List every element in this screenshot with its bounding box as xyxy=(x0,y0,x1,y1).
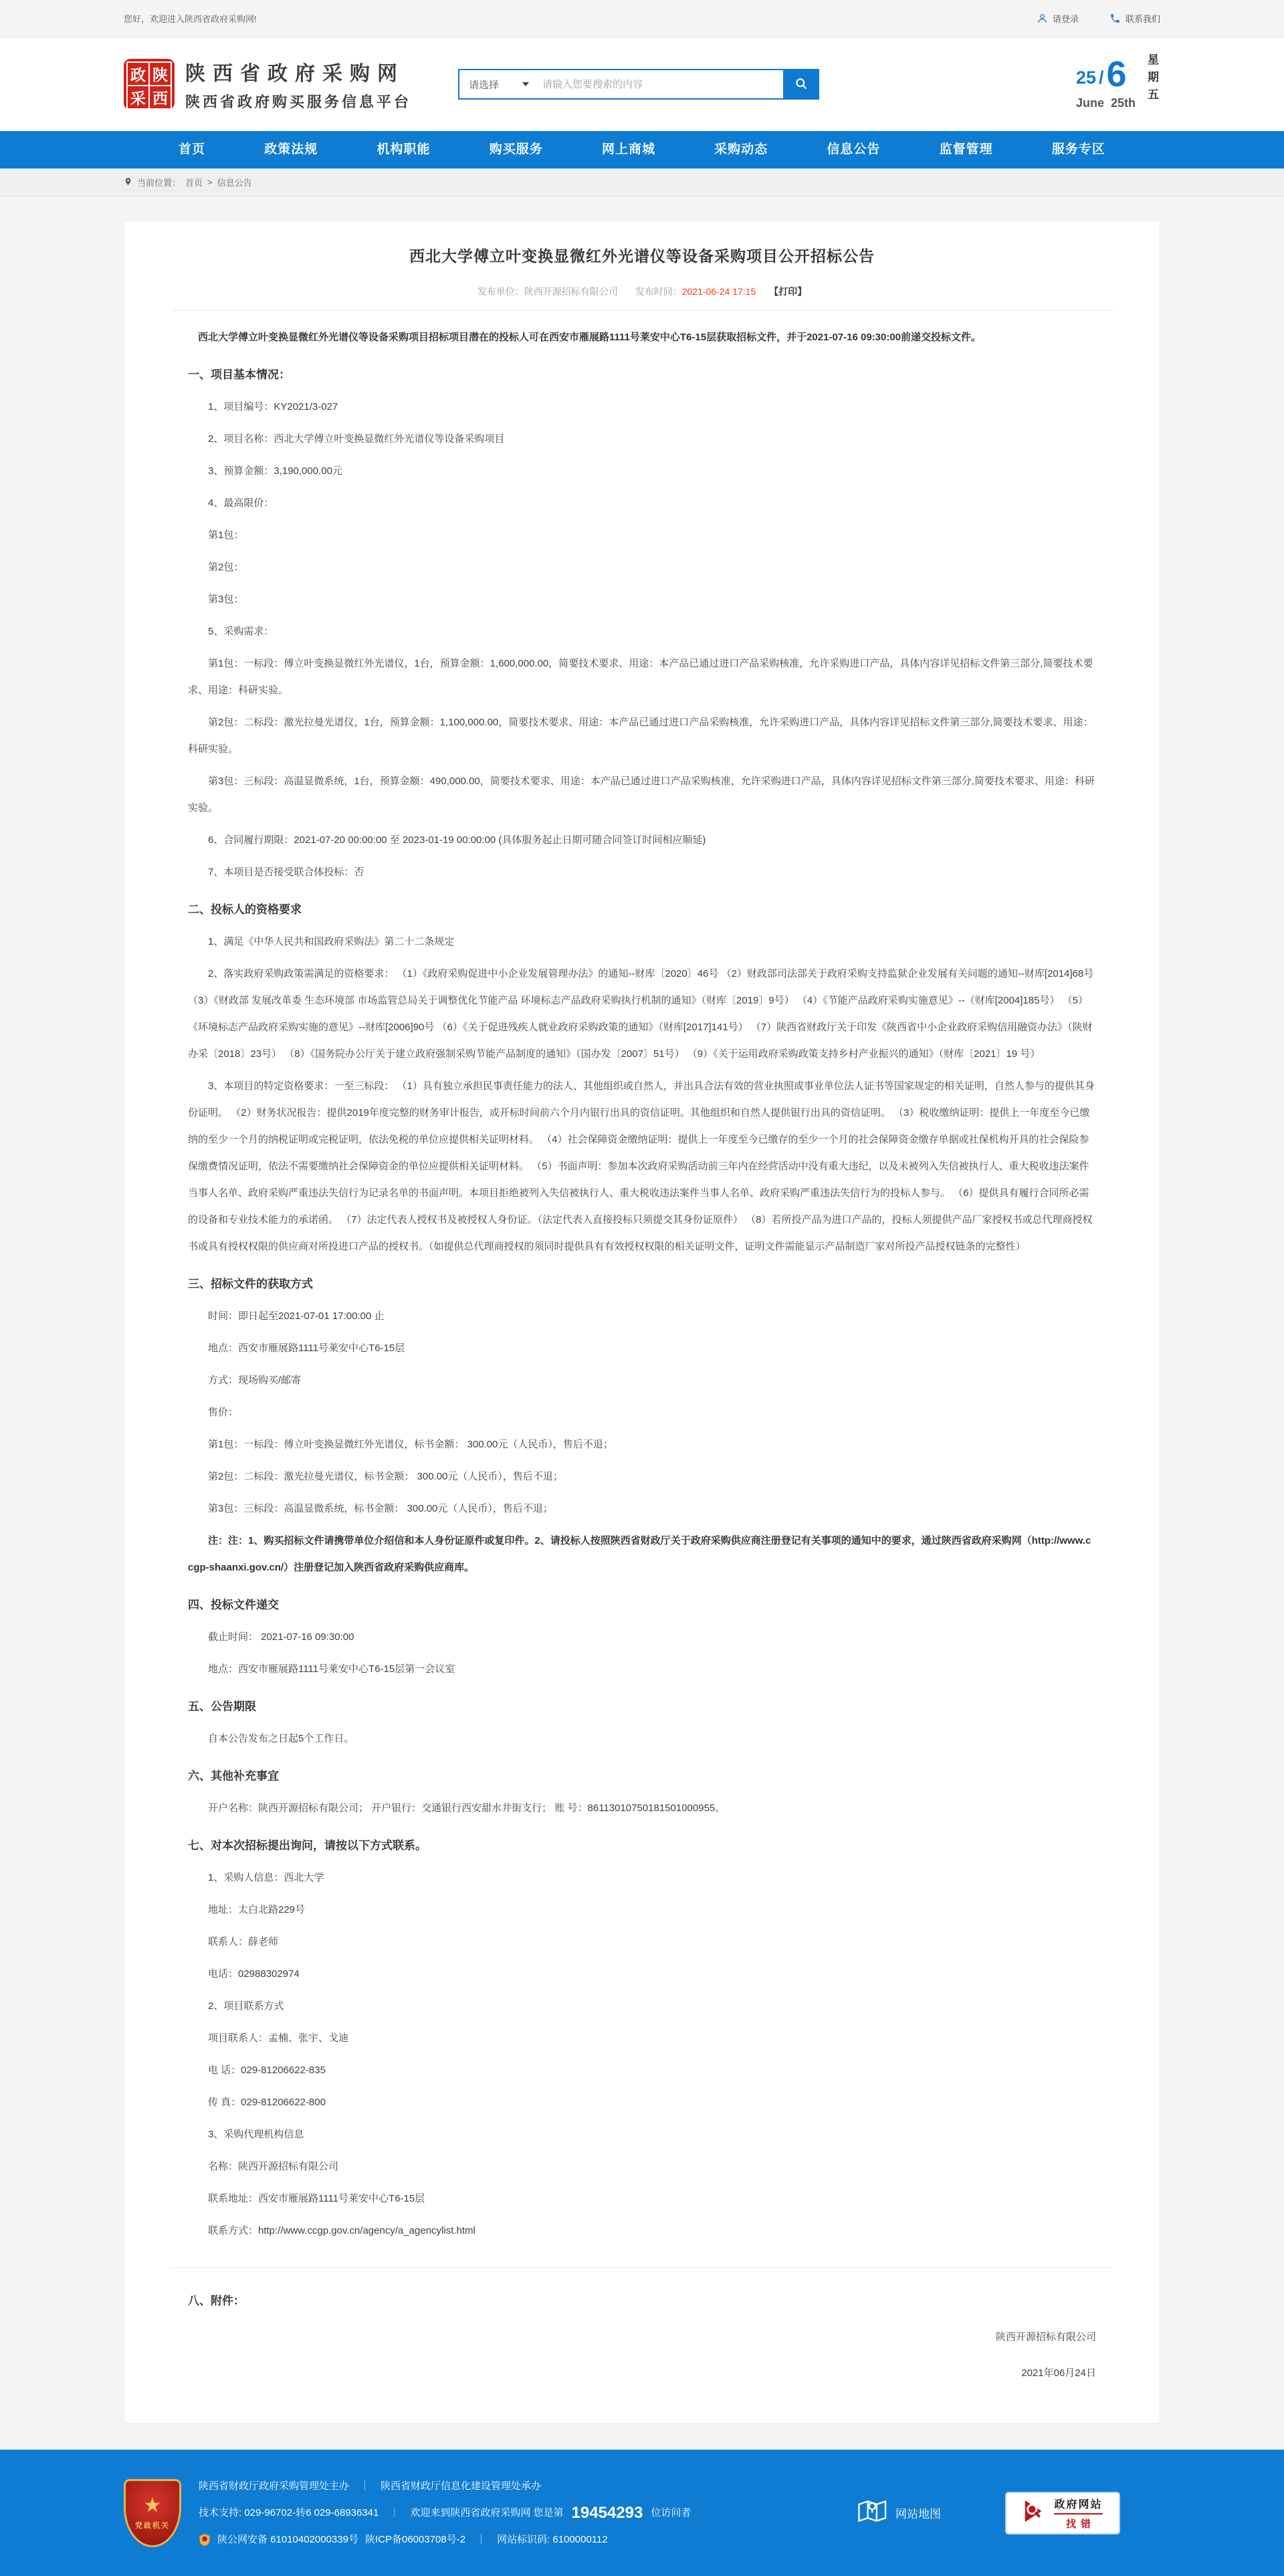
article-paragraph: 第2包： xyxy=(208,562,244,573)
publish-time-label: 发布时间： xyxy=(635,286,682,297)
nav-item-8[interactable]: 监督管理 xyxy=(939,142,993,156)
location-pin-icon xyxy=(124,177,132,189)
welcome-text: 您好，欢迎进入陕西省政府采购网! xyxy=(124,14,257,24)
login-label: 请登录 xyxy=(1052,14,1079,24)
article-paragraph: 1、项目编号：KY2021/3-027 xyxy=(208,401,338,413)
badge-line2: 找错 xyxy=(1065,2518,1095,2530)
nav-item-2[interactable]: 政策法规 xyxy=(264,142,318,156)
nav-item-9[interactable]: 服务专区 xyxy=(1051,142,1105,156)
nav-item-5[interactable]: 网上商城 xyxy=(601,142,655,156)
article-paragraph: 截止时间： 2021-07-16 09:30:00 xyxy=(208,1631,354,1643)
article-paragraph: 电 话：029-81206622-835 xyxy=(208,2065,326,2076)
sitemap-label: 网站地图 xyxy=(895,2508,941,2521)
footer-icp-filing: 陕ICP备06003708号-2 xyxy=(364,2533,466,2545)
nav-item-6[interactable]: 采购动态 xyxy=(714,142,768,156)
masthead xyxy=(0,37,1284,131)
article-paragraph: 西北大学傅立叶变换显微红外光谱仪等设备采购项目招标项目潜在的投标人可在西安市雁展路1111号莱安中心T6-15层获取招标文件，并于2021-07-16 09:30:00前递交投标文件。 xyxy=(198,332,982,343)
nav-item-3[interactable]: 机构职能 xyxy=(377,142,431,156)
page-footer: ★ 党政机关 陕西省财政厅政府采购管理处主办 ｜ 陕西省财政厅信息化建设管理处承办 技术支持: 029-96702-转6 029-68936341 ｜ 欢迎来到陕西省政府采购网 您是第 19454293 位访问者 陕公网安备 61010402000339号 陕ICP备06003708号-2 ｜ 网站标识码: 6100000112 网站地图 政府网站 找错 xyxy=(0,2450,1284,2576)
map-icon xyxy=(858,2498,887,2528)
article-paragraph: 地点：西安市雁展路1111号莱安中心T6-15层 xyxy=(208,1342,405,1354)
nav-item-7[interactable]: 信息公告 xyxy=(827,142,881,156)
section-heading: 七、对本次招标提出询问，请按以下方式联系。 xyxy=(188,1839,427,1852)
sitemap-link[interactable] xyxy=(858,2498,941,2528)
chevron-down-icon xyxy=(522,82,529,86)
article-paragraph: 陕西开源招标有限公司 xyxy=(995,2331,1096,2343)
article-paragraph: 自本公告发布之日起5个工作日。 xyxy=(208,1733,354,1744)
section-heading: 一、项目基本情况： xyxy=(188,368,290,381)
article-paragraph: 电话：02988302974 xyxy=(208,1968,300,1980)
search-icon xyxy=(794,77,808,92)
article-paragraph: 联系地址：西安市雁展路1111号莱安中心T6-15层 xyxy=(208,2193,425,2204)
section-heading: 八、附件： xyxy=(188,2295,245,2307)
date-month-en: June xyxy=(1075,96,1104,110)
article-meta xyxy=(188,285,1096,298)
phone-icon xyxy=(1109,13,1121,24)
article-paragraph: 开户名称：陕西开源招标有限公司； 开户银行：交通银行西安甜水井街支行； 账 号：86113010750181501000955。 xyxy=(208,1802,726,1814)
date-day: 25 xyxy=(1075,67,1097,88)
article-paragraph: 方式：现场购买/邮寄 xyxy=(208,1375,302,1386)
search-category-label: 请选择 xyxy=(469,79,500,91)
login-link[interactable] xyxy=(1037,12,1079,25)
error-finder-magnifier-icon xyxy=(1023,2498,1048,2527)
breadcrumb-bar xyxy=(0,168,1284,197)
footer-welcome: 欢迎来到陕西省政府采购网 您是第 xyxy=(410,2506,564,2519)
article-paragraph: 2、项目名称：西北大学傅立叶变换显微红外光谱仪等设备采购项目 xyxy=(208,433,505,445)
footer-undertake-org: 陕西省财政厅信息化建设管理处承办 xyxy=(381,2480,542,2492)
search-box xyxy=(458,69,819,100)
article-paragraph: 5、采购需求： xyxy=(208,626,274,637)
print-button[interactable]: 【打印】 xyxy=(769,286,807,297)
contact-label: 联系我们 xyxy=(1125,14,1160,24)
emblem-star-icon: ★ xyxy=(143,2494,162,2516)
article-paragraph: 名称：陕西开源招标有限公司 xyxy=(208,2161,339,2172)
article-paragraph: 2021年06月24日 xyxy=(1021,2367,1096,2379)
article-paragraph: 传 真：029-81206622-800 xyxy=(208,2097,326,2108)
breadcrumb-label: 当前位置： xyxy=(137,178,181,188)
logo-char: 政 xyxy=(126,62,150,86)
date-slash: / xyxy=(1099,67,1104,88)
footer-tech-support: 技术支持: 029-96702-转6 029-68936341 xyxy=(199,2506,379,2519)
gov-agency-emblem-icon xyxy=(124,2479,181,2547)
nav-item-4[interactable]: 购买服务 xyxy=(489,142,543,156)
publish-time-value: 2021-06-24 17:15 xyxy=(681,286,756,297)
article-paragraph: 6、合同履行期限：2021-07-20 00:00:00 至 2023-01-19 00:00:00 (具体服务起止日期可随合同签订时间相应顺延) xyxy=(208,834,706,846)
gov-site-error-report-badge[interactable] xyxy=(1005,2492,1120,2535)
article-paragraph: 第1包：一标段：傅立叶变换显微红外光谱仪，1台，预算金额：1,600,000.00，简要技术要求、用途：本产品已通过进口产品采购核准，允许采购进口产品，具体内容详见招标文件第三部分,简要技术要求、用途：科研实验。 xyxy=(188,658,1093,696)
main-nav xyxy=(0,131,1284,168)
nav-item-1[interactable]: 首页 xyxy=(179,142,206,156)
section-heading: 四、投标文件递交 xyxy=(188,1599,279,1611)
section-heading: 二、投标人的资格要求 xyxy=(188,903,302,916)
search-input[interactable] xyxy=(538,70,783,98)
article-paragraph: 联系人：薛老师 xyxy=(208,1936,279,1948)
article-paragraph: 1、采购人信息：西北大学 xyxy=(208,1872,324,1883)
article-paragraph: 3、预算金额：3,190,000.00元 xyxy=(208,465,342,477)
visitor-count: 19454293 xyxy=(571,2503,643,2522)
article-paragraph: 7、本项目是否接受联合体投标：否 xyxy=(208,866,364,878)
article-divider xyxy=(171,2267,1113,2268)
article-paragraph: 售价： xyxy=(208,1407,239,1418)
emblem-label: 党政机关 xyxy=(135,2521,170,2530)
site-logo[interactable] xyxy=(124,57,411,112)
footer-site-id: 网站标识码: 6100000112 xyxy=(497,2533,608,2545)
publisher-value: 陕西开源招标有限公司 xyxy=(524,286,618,297)
article-paragraph: 第2包：二标段：激光拉曼光谱仪，标书金额： 300.00元（人民币），售后不退； xyxy=(208,1471,563,1482)
date-month: 6 xyxy=(1106,54,1127,95)
page-title: 西北大学傅立叶变换显微红外光谱仪等设备采购项目公开招标公告 xyxy=(409,247,875,265)
article-card xyxy=(124,221,1160,2424)
article-paragraph: 2、落实政府采购政策需满足的资格要求： （1）《政府采购促进中小企业发展管理办法》的通知--财库〔2020〕46号 （2）财政部司法部关于政府采购支持监狱企业发展有关问题的通知--财库[2014]68号 （3）《财政部 发展改革委 生态环境部 市场监管总局关于调整优化节能产品 环境标志产品政府采购执行机制的通知》（财库〔2019〕9号） （4）《节能产品政府采购实施意见》--（财库[2004]185号） （5）《环境标志产品政府采购实施的意见》--财库[2006]90号 （6）《关于促进残疾人就业政府采购政策的通知》（财库[2017]141号） （7）陕西省财政厅关于印发《陕西省中小企业政府采购信用融资办法》（陕财办采〔2018〕23号） （8）《国务院办公厅关于建立政府强制采购节能产品制度的通知》（国办发〔2007〕51号） （9）《关于运用政府采购政策支持乡村产业振兴的通知》（财库〔2021〕19 号） xyxy=(188,968,1094,1060)
article-paragraph: 第1包： xyxy=(208,530,244,541)
logo-char: 采 xyxy=(126,85,150,110)
search-button[interactable] xyxy=(783,69,819,100)
date-widget xyxy=(1076,53,1160,115)
site-subtitle: 陕西省政府购买服务信息平台 xyxy=(185,94,412,110)
breadcrumb-separator: > xyxy=(207,177,213,187)
article-paragraph: 3、本项目的特定资格要求：一至三标段： （1）具有独立承担民事责任能力的法人、其他组织或自然人，并出具合法有效的营业执照或事业单位法人证书等国家规定的相关证明，自然人参与的提供其身份证明。 （2）财务状况报告：提供2019年度完整的财务审计报告，或开标时间前六个月内银行出具的资信证明。其他组织和自然人提供银行出具的资信证明。 （3）税收缴纳证明：提供上一年度至今已缴纳的至少一个月的纳税证明或完税证明，依法免税的单位应提供相关证明材料。 （4）社会保障资金缴纳证明：提供上一年度至今已缴存的至少一个月的社会保障资金缴存单据或社保机构开具的社会保险参保缴费情况证明，依法不需要缴纳社会保障资金的单位应提供相关证明材料。 （5）书面声明：参加本次政府采购活动前三年内在经营活动中没有重大违纪，以及未被列入失信被执行人、重大税收违法案件当事人名单、政府采购严重违法失信行为记录名单的书面声明。本项目拒绝被列入失信被执行人、重大税收违法案件当事人名单、政府采购严重违法失信行为的投标人参与。 （6）提供具有履行合同所必需的设备和专业技术能力的承诺函。 （7）法定代表人授权书及被授权人身份证。（法定代表人直接投标只须提交其身份证原件） （8）若所投产品为进口产品的，投标人须提供产品厂家授权书或总代理商授权书或具有授权权限的供应商对所投进口产品的授权书。（如提供总代理商授权的须同时提供具有有效授权权限的相关证明文件，证明文件需能显示产品制造厂家对所投产品授权链条的完整性） xyxy=(188,1080,1095,1252)
meta-divider xyxy=(171,310,1113,311)
footer-police-filing: 陕公网安备 61010402000339号 xyxy=(217,2533,358,2545)
publisher-label: 发布单位： xyxy=(477,286,524,297)
contact-link[interactable] xyxy=(1109,12,1160,25)
article-paragraph: 1、满足《中华人民共和国政府采购法》第二十二条规定 xyxy=(208,936,455,947)
article-body xyxy=(188,324,1096,2387)
section-heading: 五、公告期限 xyxy=(188,1700,256,1713)
date-day-en: 25th xyxy=(1110,96,1136,110)
article-paragraph: 第3包： xyxy=(208,594,244,605)
article-paragraph: 4、最高限价： xyxy=(208,497,274,509)
article-paragraph: 第1包：一标段：傅立叶变换显微红外光谱仪，标书金额： 300.00元（人民币），售后不退； xyxy=(208,1439,613,1450)
logo-char: 陕 xyxy=(148,62,172,86)
article-paragraph: 2、项目联系方式 xyxy=(208,2000,284,2012)
article-paragraph: 地点：西安市雁展路1111号莱安中心T6-15层第一会议室 xyxy=(208,1663,455,1675)
footer-visitor-suffix: 位访问者 xyxy=(651,2506,691,2519)
badge-line1: 政府网站 xyxy=(1054,2496,1102,2514)
topbar xyxy=(0,0,1284,37)
article-paragraph: 第2包：二标段：激光拉曼光谱仪，1台，预算金额：1,100,000.00，简要技术要求、用途：本产品已通过进口产品采购核准，允许采购进口产品，具体内容详见招标文件第三部分,简要技术要求、用途：科研实验。 xyxy=(188,717,1093,755)
breadcrumb-current: 信息公告 xyxy=(217,178,252,188)
section-heading: 三、招标文件的获取方式 xyxy=(188,1278,313,1290)
search-category-select[interactable] xyxy=(459,78,538,92)
article-paragraph: 第3包：三标段：高温显微系统，标书金额： 300.00元（人民币），售后不退； xyxy=(208,1503,553,1514)
logo-seal-icon xyxy=(124,59,175,110)
article-paragraph: 注：注：1、购买招标文件请携带单位介绍信和本人身份证原件或复印件。2、请投标人按照陕西省财政厅关于政府采购供应商注册登记有关事项的通知中的要求，通过陕西省政府采购网（http://www.ccgp-shaanxi.gov.cn/）注册登记加入陕西省政府采购供应商库。 xyxy=(188,1535,1091,1573)
date-weekday: 星期五 xyxy=(1146,53,1158,106)
site-title: 陕西省政府采购网 xyxy=(185,63,405,85)
user-icon xyxy=(1037,13,1048,24)
article-paragraph: 第3包：三标段：高温显微系统，1台，预算金额：490,000.00，简要技术要求、用途：本产品已通过进口产品采购核准，允许采购进口产品，具体内容详见招标文件第三部分,简要技术要求、用途：科研实验。 xyxy=(188,776,1095,814)
logo-char: 西 xyxy=(148,85,172,110)
article-paragraph: 时间：即日起至2021-07-01 17:00:00 止 xyxy=(208,1310,385,1322)
article-paragraph: 地址：太白北路229号 xyxy=(208,1904,306,1915)
section-heading: 六、其他补充事宜 xyxy=(188,1770,279,1782)
article-paragraph: 联系方式：http://www.ccgp.gov.cn/agency/a_agencylist.html xyxy=(208,2225,475,2236)
footer-host-org: 陕西省财政厅政府采购管理处主办 xyxy=(199,2480,350,2492)
article-paragraph: 项目联系人：孟楠、张宇、戈迪 xyxy=(208,2032,349,2044)
article-paragraph: 3、采购代理机构信息 xyxy=(208,2129,304,2140)
breadcrumb-home[interactable]: 首页 xyxy=(185,178,203,188)
security-badge-icon xyxy=(199,2533,211,2547)
